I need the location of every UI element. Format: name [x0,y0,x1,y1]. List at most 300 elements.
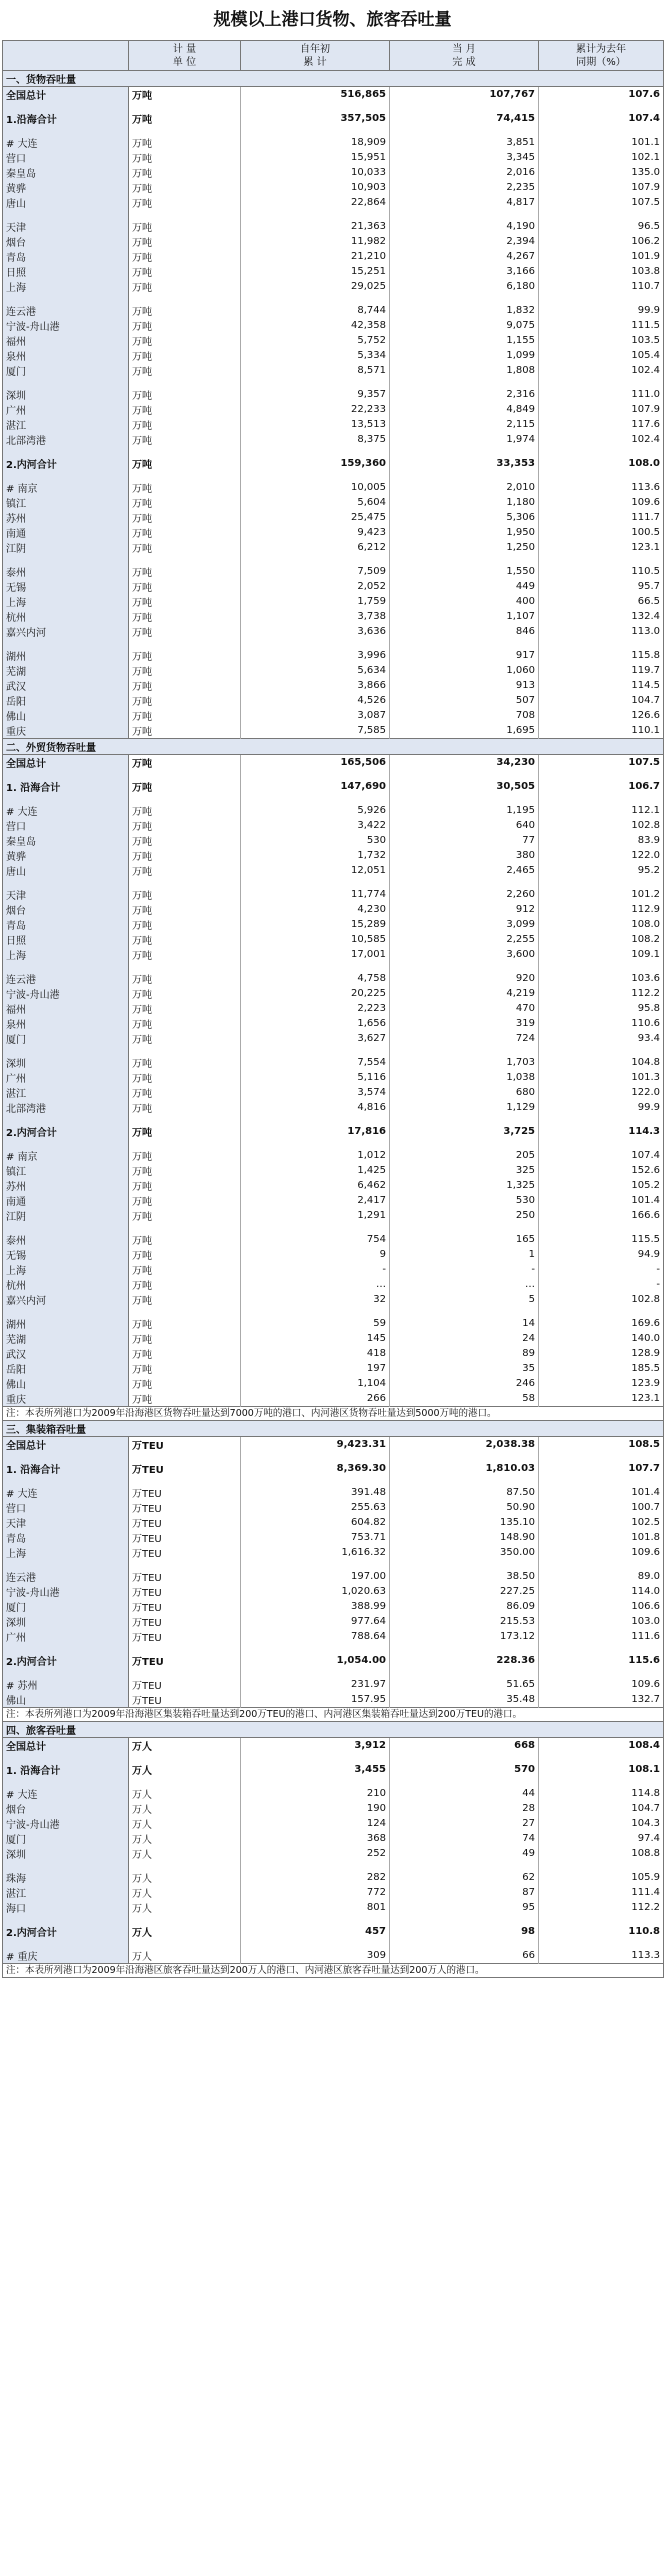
row-month: 913 [390,678,539,693]
row-yoy: 107.6 [539,87,664,103]
row-yoy: 108.1 [539,1762,664,1777]
row-month [390,1452,539,1461]
row-ytd [241,1046,390,1055]
row-month: 135.10 [390,1515,539,1530]
row-ytd: 15,951 [241,150,390,165]
row-unit: 万吨 [129,480,241,495]
row-month: 380 [390,848,539,863]
row-ytd [241,1452,390,1461]
row-month: 570 [390,1762,539,1777]
row-unit: 万吨 [129,594,241,609]
table-row [3,1599,664,1614]
row-unit: 万吨 [129,693,241,708]
row-unit [129,1115,241,1124]
table-row [3,1232,664,1247]
table-row [3,1530,664,1545]
row-yoy: 103.6 [539,971,664,986]
row-month: 3,166 [390,264,539,279]
row-unit: 万吨 [129,947,241,962]
row-month: 250 [390,1208,539,1223]
row-unit [129,1939,241,1948]
row-ytd: 9,423.31 [241,1437,390,1453]
spacer-row [3,1139,664,1148]
row-unit: 万人 [129,1870,241,1885]
row-unit: 万吨 [129,1001,241,1016]
row-yoy: 102.4 [539,432,664,447]
spacer-row [3,1046,664,1055]
row-ytd: 1,616.32 [241,1545,390,1560]
row-name: 日照 [3,932,129,947]
row-yoy: 185.5 [539,1361,664,1376]
row-name: 海口 [3,1900,129,1915]
row-ytd: 5,604 [241,495,390,510]
row-ytd [241,1476,390,1485]
row-yoy: 109.6 [539,1545,664,1560]
row-yoy: 66.5 [539,594,664,609]
spacer-row [3,639,664,648]
total-row [3,1762,664,1777]
row-ytd: 32 [241,1292,390,1307]
row-name: 2.内河合计 [3,1124,129,1139]
row-yoy [539,1139,664,1148]
table-row [3,279,664,294]
row-name: 2.内河合计 [3,456,129,471]
row-month: 470 [390,1001,539,1016]
row-name: 杭州 [3,1277,129,1292]
row-name: 深圳 [3,1055,129,1070]
table-row [3,833,664,848]
row-ytd: 15,251 [241,264,390,279]
row-name: 江阴 [3,1208,129,1223]
row-unit: 万吨 [129,387,241,402]
row-name: # 南京 [3,1148,129,1163]
table-row [3,510,664,525]
row-yoy: 100.5 [539,525,664,540]
spacer-row [3,1560,664,1569]
row-name: 上海 [3,594,129,609]
header-month: 当 月 完 成 [390,41,539,71]
table-row [3,1148,664,1163]
row-yoy: 103.5 [539,333,664,348]
row-ytd [241,1939,390,1948]
row-ytd: 252 [241,1846,390,1861]
row-unit [129,1476,241,1485]
row-yoy: 115.8 [539,648,664,663]
row-month: 3,851 [390,135,539,150]
row-ytd: 20,225 [241,986,390,1001]
row-unit: 万吨 [129,723,241,739]
row-yoy: 132.4 [539,609,664,624]
row-name: 1. 沿海合计 [3,1461,129,1476]
table-row [3,1485,664,1500]
row-name: 岳阳 [3,693,129,708]
row-unit: 万人 [129,1738,241,1754]
row-yoy: 109.6 [539,495,664,510]
row-name: 嘉兴内河 [3,1292,129,1307]
table-body [3,71,664,1978]
row-month: 449 [390,579,539,594]
row-name: 泉州 [3,1016,129,1031]
header-yoy: 累计为去年 同期（%） [539,41,664,71]
row-month: 66 [390,1948,539,1964]
row-name [3,1476,129,1485]
row-name: 佛山 [3,1692,129,1708]
table-row [3,1569,664,1584]
row-yoy: 96.5 [539,219,664,234]
row-ytd: 29,025 [241,279,390,294]
row-yoy: 95.8 [539,1001,664,1016]
row-yoy [539,1668,664,1677]
row-ytd [241,1307,390,1316]
row-ytd: 10,903 [241,180,390,195]
row-unit: 万吨 [129,432,241,447]
table-row [3,1100,664,1115]
row-name: 厦门 [3,1831,129,1846]
table-row [3,1948,664,1964]
row-yoy: 111.0 [539,387,664,402]
table-row [3,135,664,150]
row-ytd: 9 [241,1247,390,1262]
row-yoy: 101.4 [539,1193,664,1208]
row-yoy: 94.9 [539,1247,664,1262]
note-row [3,1964,664,1978]
row-unit: 万人 [129,1846,241,1861]
table-row [3,348,664,363]
row-name: 秦皇岛 [3,165,129,180]
table-row [3,971,664,986]
row-unit: 万吨 [129,525,241,540]
row-month: 400 [390,594,539,609]
row-yoy: 106.7 [539,779,664,794]
table-row [3,1500,664,1515]
row-month: 4,849 [390,402,539,417]
row-ytd: 9,357 [241,387,390,402]
table-note: 注：本表所列港口为2009年沿海港区旅客吞吐量达到200万人的港口、内河港区旅客吞吐量达到200万人的港口。 [3,1964,664,1978]
table-row [3,564,664,579]
row-ytd [241,1223,390,1232]
row-name: 苏州 [3,1178,129,1193]
row-month: 912 [390,902,539,917]
row-month [390,102,539,111]
row-yoy: 111.4 [539,1885,664,1900]
row-name: 黄骅 [3,848,129,863]
table-row [3,195,664,210]
row-month: 9,075 [390,318,539,333]
row-yoy: 112.2 [539,1900,664,1915]
row-name: 宁波-舟山港 [3,318,129,333]
row-unit: 万吨 [129,1331,241,1346]
row-name: 福州 [3,1001,129,1016]
row-name: 湛江 [3,1085,129,1100]
row-name [3,378,129,387]
row-unit: 万吨 [129,456,241,471]
table-row [3,303,664,318]
row-month: 87.50 [390,1485,539,1500]
row-unit: 万吨 [129,249,241,264]
row-unit [129,770,241,779]
row-unit: 万人 [129,1924,241,1939]
table-row [3,624,664,639]
row-unit [129,471,241,480]
row-yoy: 119.7 [539,663,664,678]
row-unit: 万TEU [129,1629,241,1644]
row-ytd: 1,054.00 [241,1653,390,1668]
row-month [390,794,539,803]
row-unit: 万吨 [129,986,241,1001]
row-unit: 万吨 [129,708,241,723]
row-ytd: 2,223 [241,1001,390,1016]
row-name: 广州 [3,1070,129,1085]
row-month: 148.90 [390,1530,539,1545]
section-header [3,1421,664,1437]
row-name [3,770,129,779]
spacer-row [3,126,664,135]
row-name: # 大连 [3,1786,129,1801]
row-unit: 万吨 [129,279,241,294]
table-row [3,1193,664,1208]
table-row [3,863,664,878]
row-unit: 万吨 [129,648,241,663]
row-month: 1,180 [390,495,539,510]
row-month: 2,016 [390,165,539,180]
table-row [3,495,664,510]
row-yoy: 102.8 [539,818,664,833]
row-name: 福州 [3,333,129,348]
row-month: 1,060 [390,663,539,678]
row-ytd [241,1753,390,1762]
row-unit [129,1915,241,1924]
row-ytd [241,102,390,111]
table-row [3,1584,664,1599]
row-ytd: 22,864 [241,195,390,210]
row-unit: 万人 [129,1900,241,1915]
row-yoy: 101.8 [539,1530,664,1545]
table-row [3,1515,664,1530]
row-unit: 万吨 [129,150,241,165]
row-month: 2,260 [390,887,539,902]
row-yoy [539,1861,664,1870]
row-ytd: 3,912 [241,1738,390,1754]
row-ytd: 3,996 [241,648,390,663]
table-row [3,848,664,863]
table-row [3,1055,664,1070]
table-row [3,1629,664,1644]
table-row [3,1870,664,1885]
table-row [3,417,664,432]
row-month [390,1046,539,1055]
row-ytd [241,1668,390,1677]
spacer-row [3,1115,664,1124]
row-name [3,210,129,219]
row-month: 319 [390,1016,539,1031]
table-row [3,1831,664,1846]
row-unit: 万人 [129,1786,241,1801]
row-month: 350.00 [390,1545,539,1560]
row-month: 24 [390,1331,539,1346]
row-ytd: 197 [241,1361,390,1376]
row-yoy: 104.7 [539,693,664,708]
row-ytd [241,471,390,480]
row-month [390,1915,539,1924]
row-unit: 万吨 [129,1085,241,1100]
table-row [3,219,664,234]
row-ytd: 255.63 [241,1500,390,1515]
row-month: 3,725 [390,1124,539,1139]
row-yoy [539,471,664,480]
row-yoy [539,1452,664,1461]
row-ytd: 190 [241,1801,390,1816]
table-row [3,1346,664,1361]
row-ytd: 604.82 [241,1515,390,1530]
table-row [3,803,664,818]
row-unit: 万吨 [129,1346,241,1361]
row-name: # 大连 [3,135,129,150]
row-unit: 万吨 [129,1376,241,1391]
row-month [390,447,539,456]
row-name: 深圳 [3,1846,129,1861]
row-month: 2,038.38 [390,1437,539,1453]
row-yoy [539,770,664,779]
row-ytd: 124 [241,1816,390,1831]
table-note: 注：本表所列港口为2009年沿海港区货物吞吐量达到7000万吨的港口、内河港区货物吞吐量达到5000万吨的港口。 [3,1407,664,1421]
row-ytd: 266 [241,1391,390,1407]
row-name [3,1753,129,1762]
row-ytd: 457 [241,1924,390,1939]
row-month: 4,817 [390,195,539,210]
row-month: 1,155 [390,333,539,348]
table-row [3,1031,664,1046]
row-name: 宁波-舟山港 [3,1816,129,1831]
row-yoy [539,555,664,564]
row-unit: 万吨 [129,1055,241,1070]
row-unit [129,555,241,564]
row-name: 1. 沿海合计 [3,1762,129,1777]
table-row [3,402,664,417]
row-yoy: 122.0 [539,1085,664,1100]
row-name: 无锡 [3,579,129,594]
row-unit: 万TEU [129,1461,241,1476]
row-month: 107,767 [390,87,539,103]
row-yoy: 110.8 [539,1924,664,1939]
row-ytd: 282 [241,1870,390,1885]
row-unit: 万TEU [129,1677,241,1692]
row-ytd: 2,052 [241,579,390,594]
row-ytd: 418 [241,1346,390,1361]
row-name: 湛江 [3,1885,129,1900]
row-ytd: 157.95 [241,1692,390,1708]
row-yoy [539,1223,664,1232]
row-month: 34,230 [390,755,539,771]
row-month [390,210,539,219]
row-month: 920 [390,971,539,986]
table-row [3,1247,664,1262]
row-month: 1,129 [390,1100,539,1115]
row-name [3,639,129,648]
total-row [3,1437,664,1453]
section-title: 四、旅客吞吐量 [3,1722,664,1738]
row-unit: 万吨 [129,779,241,794]
row-unit: 万吨 [129,180,241,195]
row-unit: 万人 [129,1885,241,1900]
row-yoy: 110.5 [539,564,664,579]
row-month: 3,345 [390,150,539,165]
row-ytd: 11,982 [241,234,390,249]
row-month: 44 [390,1786,539,1801]
row-yoy: 126.6 [539,708,664,723]
row-ytd: 309 [241,1948,390,1964]
row-ytd: 25,475 [241,510,390,525]
table-row [3,1085,664,1100]
row-unit [129,102,241,111]
row-ytd: 1,732 [241,848,390,863]
row-month: 2,235 [390,180,539,195]
row-name: 天津 [3,219,129,234]
row-ytd: 3,636 [241,624,390,639]
row-ytd: 6,212 [241,540,390,555]
row-yoy: 105.9 [539,1870,664,1885]
spacer-row [3,1753,664,1762]
row-yoy: 102.5 [539,1515,664,1530]
row-unit: 万TEU [129,1437,241,1453]
row-ytd: 5,752 [241,333,390,348]
row-name: 芜湖 [3,663,129,678]
row-name [3,1939,129,1948]
row-month: 98 [390,1924,539,1939]
row-yoy: 108.8 [539,1846,664,1861]
row-month: 35 [390,1361,539,1376]
row-name: 重庆 [3,723,129,739]
row-name: 全国总计 [3,755,129,771]
header-col1 [3,41,129,71]
row-yoy: 123.1 [539,540,664,555]
row-month: 1,107 [390,609,539,624]
row-month: 1,810.03 [390,1461,539,1476]
table-row [3,663,664,678]
row-name: 镇江 [3,1163,129,1178]
row-yoy: 102.4 [539,363,664,378]
row-yoy: 102.1 [539,150,664,165]
row-unit [129,1861,241,1870]
table-row [3,1292,664,1307]
row-unit: 万TEU [129,1485,241,1500]
table-row [3,1677,664,1692]
row-name: 南通 [3,1193,129,1208]
row-unit: 万吨 [129,887,241,902]
row-ytd: 22,233 [241,402,390,417]
row-month: 1,950 [390,525,539,540]
row-unit: 万吨 [129,1016,241,1031]
row-unit: 万吨 [129,848,241,863]
row-month: 708 [390,708,539,723]
table-row [3,708,664,723]
row-unit: 万TEU [129,1500,241,1515]
row-month: 1 [390,1247,539,1262]
row-name: 2.内河合计 [3,1924,129,1939]
total-row [3,1124,664,1139]
row-month: 3,099 [390,917,539,932]
row-month [390,1777,539,1786]
row-yoy: 123.9 [539,1376,664,1391]
row-yoy: 114.5 [539,678,664,693]
row-ytd: 8,375 [241,432,390,447]
table-row [3,1376,664,1391]
row-month: 3,600 [390,947,539,962]
row-name: 青岛 [3,249,129,264]
row-ytd [241,294,390,303]
row-ytd: 10,585 [241,932,390,947]
row-yoy: 107.7 [539,1461,664,1476]
row-unit: 万吨 [129,318,241,333]
